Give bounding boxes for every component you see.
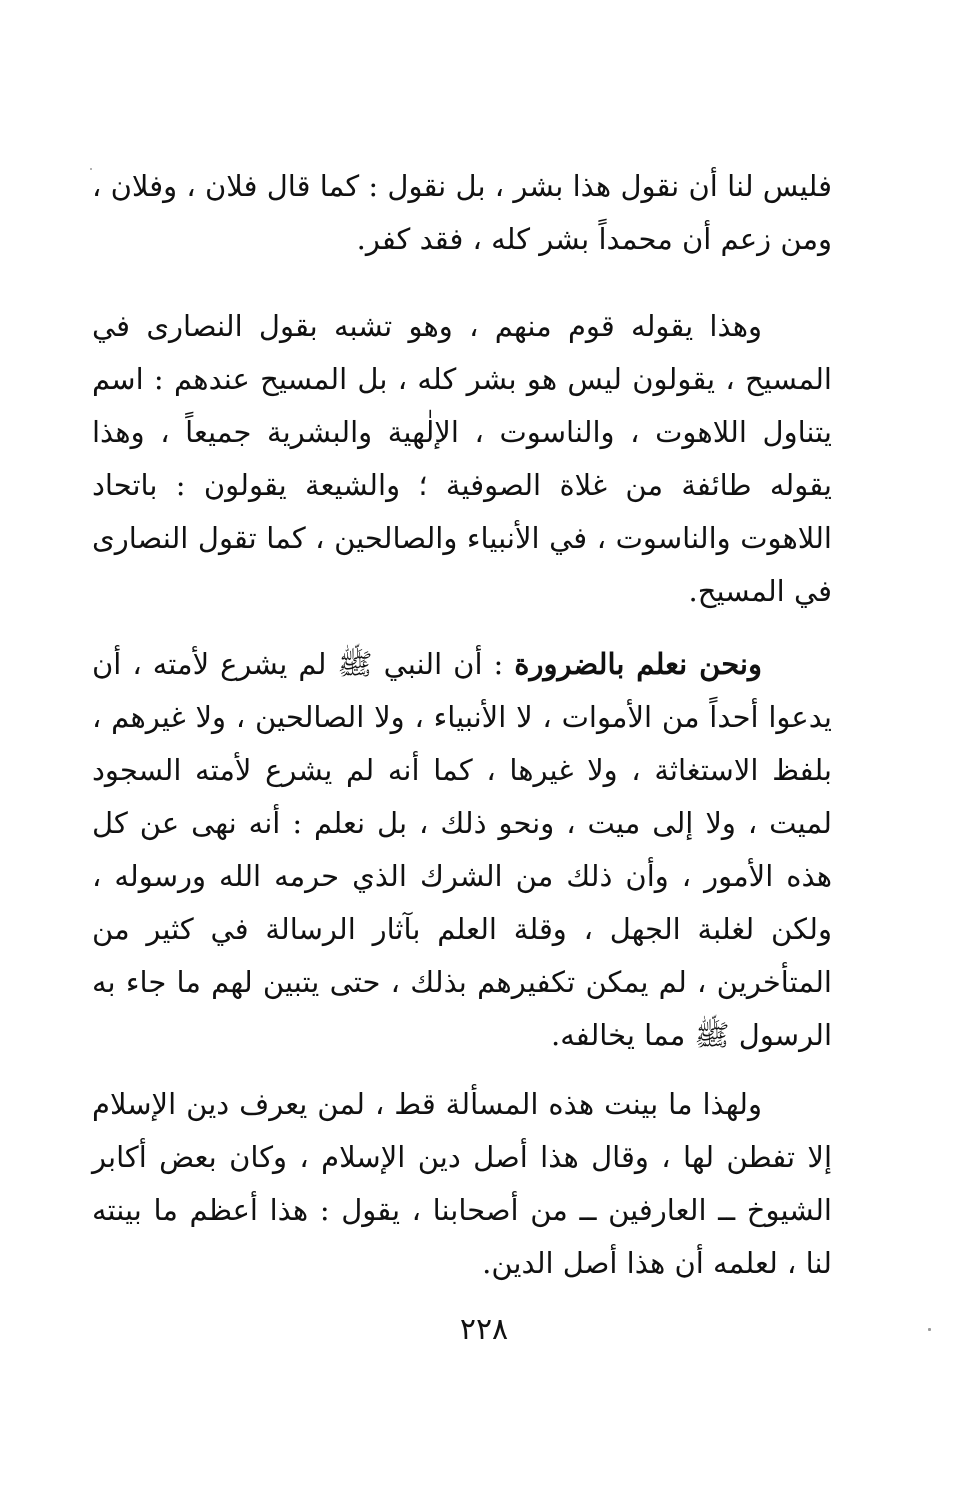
paragraph-2 — [92, 300, 832, 618]
paragraph-4 — [92, 1078, 832, 1290]
paragraph-3-text: : أن النبي ﷺ لم يشرع لأمته ، أن يدعوا أحداً من الأموات ، لا الأنبياء ، ولا الصالحين ، ولا غيرهم ، بلفظ الاستغاثة ، ولا غيرها ، كما أنه لم يشرع لأمته السجود لميت ، ولا إلى ميت ، ونحو ذلك ، بل نعلم : أنه نهى عن كل هذه الأمور ، وأن ذلك من الشرك الذي حرمه الله ورسوله ، ولكن لغلبة الجهل ، وقلة العلم بآثار الرسالة في كثير من المتأخرين ، لم يمكن تكفيرهم بذلك ، حتى يتبين لهم ما جاء به الرسول ﷺ مما يخالفه. — [92, 647, 832, 1052]
paragraph-2-text: وهذا يقوله قوم منهم ، وهو تشبه بقول النصارى في المسيح ، يقولون ليس هو بشر كله ، بل المسيح عندهم : اسم يتناول اللاهوت ، والناسوت ، الإلٰهية والبشرية جميعاً ، وهذا يقوله طائفة من غلاة الصوفية ؛ والشيعة يقولون : باتحاد اللاهوت والناسوت ، في الأنبياء والصالحين ، كما تقول النصارى في المسيح. — [92, 309, 832, 608]
paragraph-3-body — [92, 638, 832, 1062]
paragraph-1-text: فليس لنا أن نقول هذا بشر ، بل نقول : كما قال فلان ، وفلان ، ومن زعم أن محمداً بشر كله ، فقد كفر. — [92, 169, 832, 256]
paragraph-4-text: ولهذا ما بينت هذه المسألة قط ، لمن يعرف دين الإسلام إلا تفطن لها ، وقال هذا أصل دين الإسلام ، وكان بعض أكابر الشيوخ ــ العارفين ــ من أصحابنا ، يقول : هذا أعظم ما بينته لنا ، لعلمه أن هذا أصل الدين. — [92, 1087, 832, 1280]
paragraph-3-lead: ونحن نعلم بالضرورة — [514, 647, 763, 681]
page-number: ٢٢٨ — [459, 1312, 509, 1347]
paragraph-1 — [92, 160, 832, 266]
scan-speck — [928, 1328, 931, 1331]
paragraph-3 — [92, 638, 832, 1062]
scan-speck — [90, 168, 92, 170]
